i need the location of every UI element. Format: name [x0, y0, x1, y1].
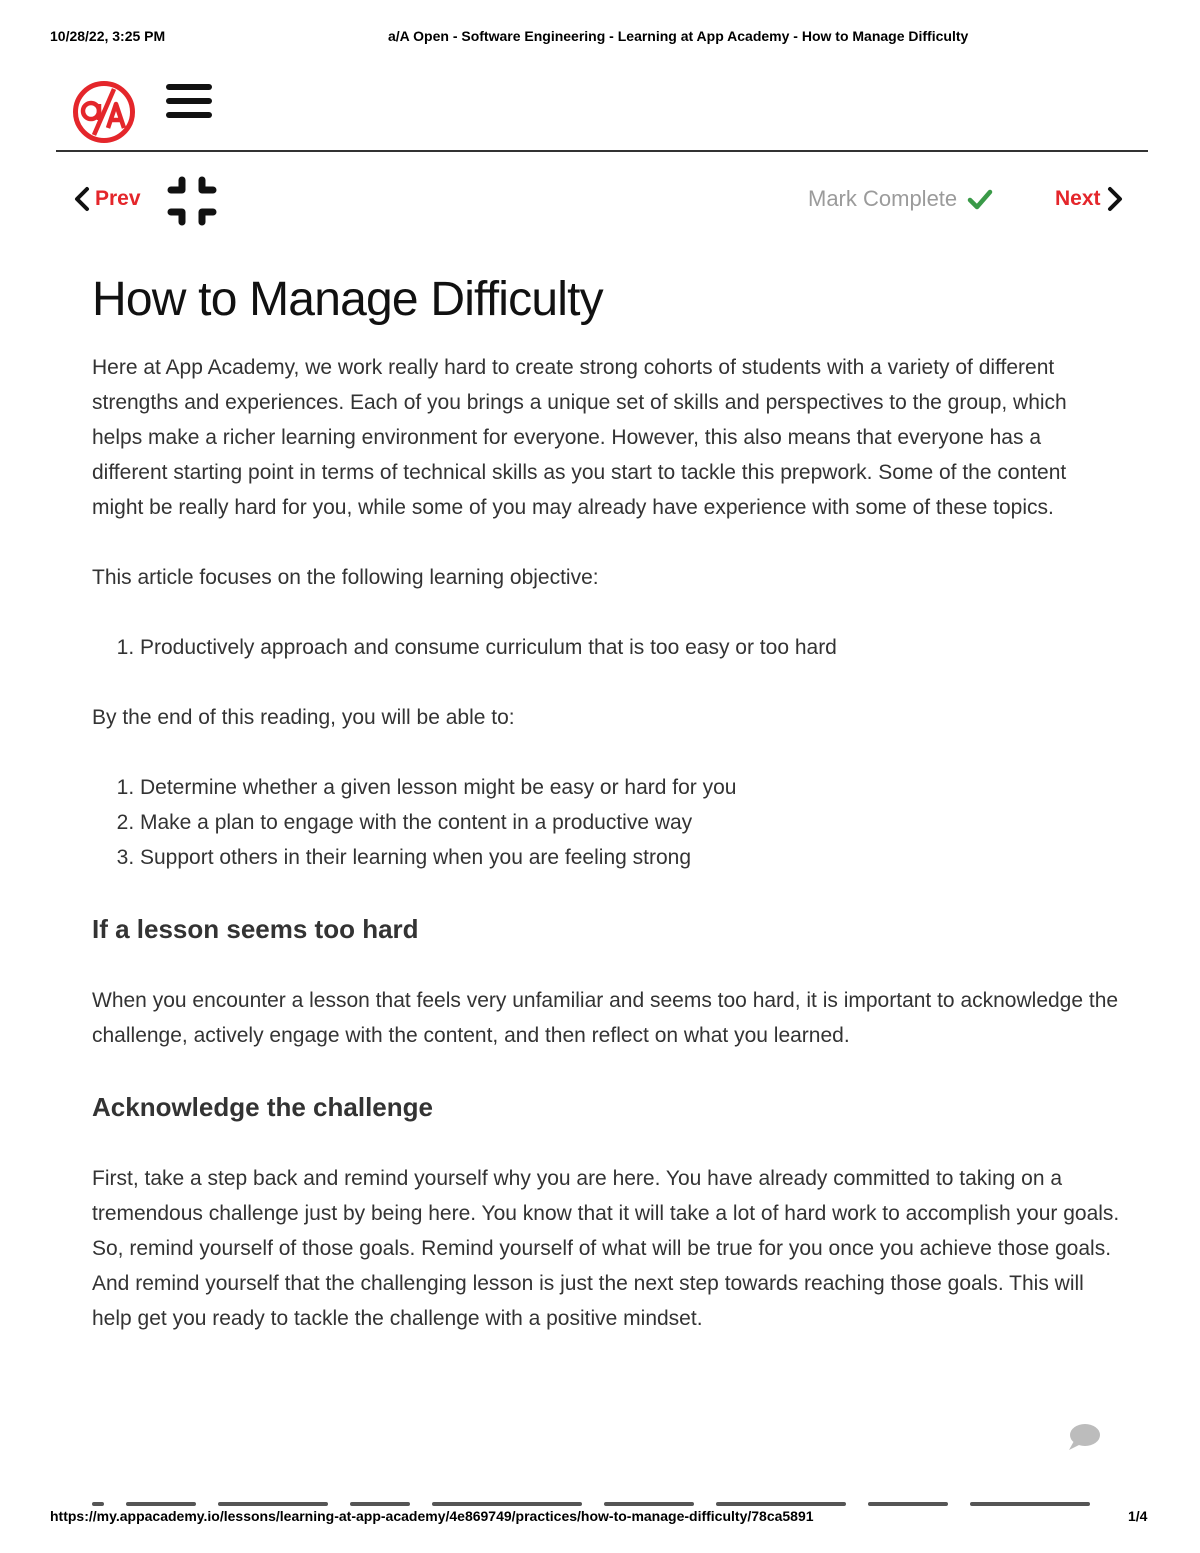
collapse-fullscreen-icon[interactable] [166, 176, 218, 226]
print-page-number: 1/4 [1128, 1508, 1148, 1524]
article-title: How to Manage Difficulty [92, 273, 603, 326]
checkmark-icon [967, 188, 993, 210]
intro-paragraph: Here at App Academy, we work really hard to create strong cohorts of students with a variety of different strengths and experiences. Each of you brings a unique set of skills and perspectives to the group, which helps make a richer learning environment for everyone. However, this also means that everyone has a different starting point in terms of technical skills as you start to tackle this prepwork. Some of the content might be really hard for you, while some of you may already have experience with some of these topics. [92, 356, 1067, 519]
lesson-navigation [0, 172, 1200, 228]
header-divider [56, 150, 1148, 152]
mark-complete-button[interactable] [808, 186, 993, 212]
outcomes-intro: By the end of this reading, you will be able to: [92, 706, 515, 729]
print-url: https://my.appacademy.io/lessons/learning-at-app-academy/4e869749/practices/how-to-manage-difficulty/78ca5891 [50, 1508, 814, 1524]
list-item: 1. Productively approach and consume curriculum that is too easy or too hard [140, 630, 1122, 665]
app-academy-logo[interactable] [72, 80, 136, 144]
print-header [0, 28, 1200, 50]
section-acknowledge-paragraph: First, take a step back and remind yourself why you are here. You have already committed to taking on a tremendous challenge just by being here. You know that it will take a lot of hard work to accomplish your goals. So, remind yourself of those goals. Remind yourself of what will be true for you once you achieve those goals. And remind yourself that the challenging lesson is just the next step towards reaching those goals. This will help get you ready to tackle the challenge with a positive mindset. [92, 1167, 1120, 1330]
section-heading-acknowledge: Acknowledge the challenge [92, 1092, 433, 1122]
objectives-list [92, 630, 1122, 665]
next-button[interactable] [1055, 186, 1125, 212]
print-page-title: a/A Open - Software Engineering - Learning at App Academy - How to Manage Difficulty [388, 28, 969, 44]
chevron-left-icon [72, 186, 92, 212]
hamburger-menu-icon[interactable] [166, 84, 212, 124]
chat-bubble-icon[interactable] [1066, 1422, 1102, 1452]
list-item: 3. Support others in their learning when you are feeling strong [140, 840, 1122, 875]
section-too-hard-paragraph: When you encounter a lesson that feels very unfamiliar and seems too hard, it is important to acknowledge the challenge, actively engage with the content, and then reflect on what you learned. [92, 989, 1119, 1047]
article-content [92, 264, 1122, 1371]
list-item: 2. Make a plan to engage with the content in a productive way [140, 805, 1122, 840]
outcomes-list [92, 770, 1122, 875]
prev-label: Prev [95, 187, 141, 210]
truncated-text-line [92, 1488, 1122, 1506]
list-item: 1. Determine whether a given lesson might be easy or hard for you [140, 770, 1122, 805]
print-timestamp: 10/28/22, 3:25 PM [50, 28, 166, 44]
next-label: Next [1055, 187, 1101, 210]
section-heading-too-hard: If a lesson seems too hard [92, 914, 419, 944]
chevron-right-icon [1105, 186, 1125, 212]
mark-complete-label: Mark Complete [808, 186, 958, 211]
objective-intro: This article focuses on the following learning objective: [92, 566, 599, 589]
prev-button[interactable] [72, 186, 141, 212]
